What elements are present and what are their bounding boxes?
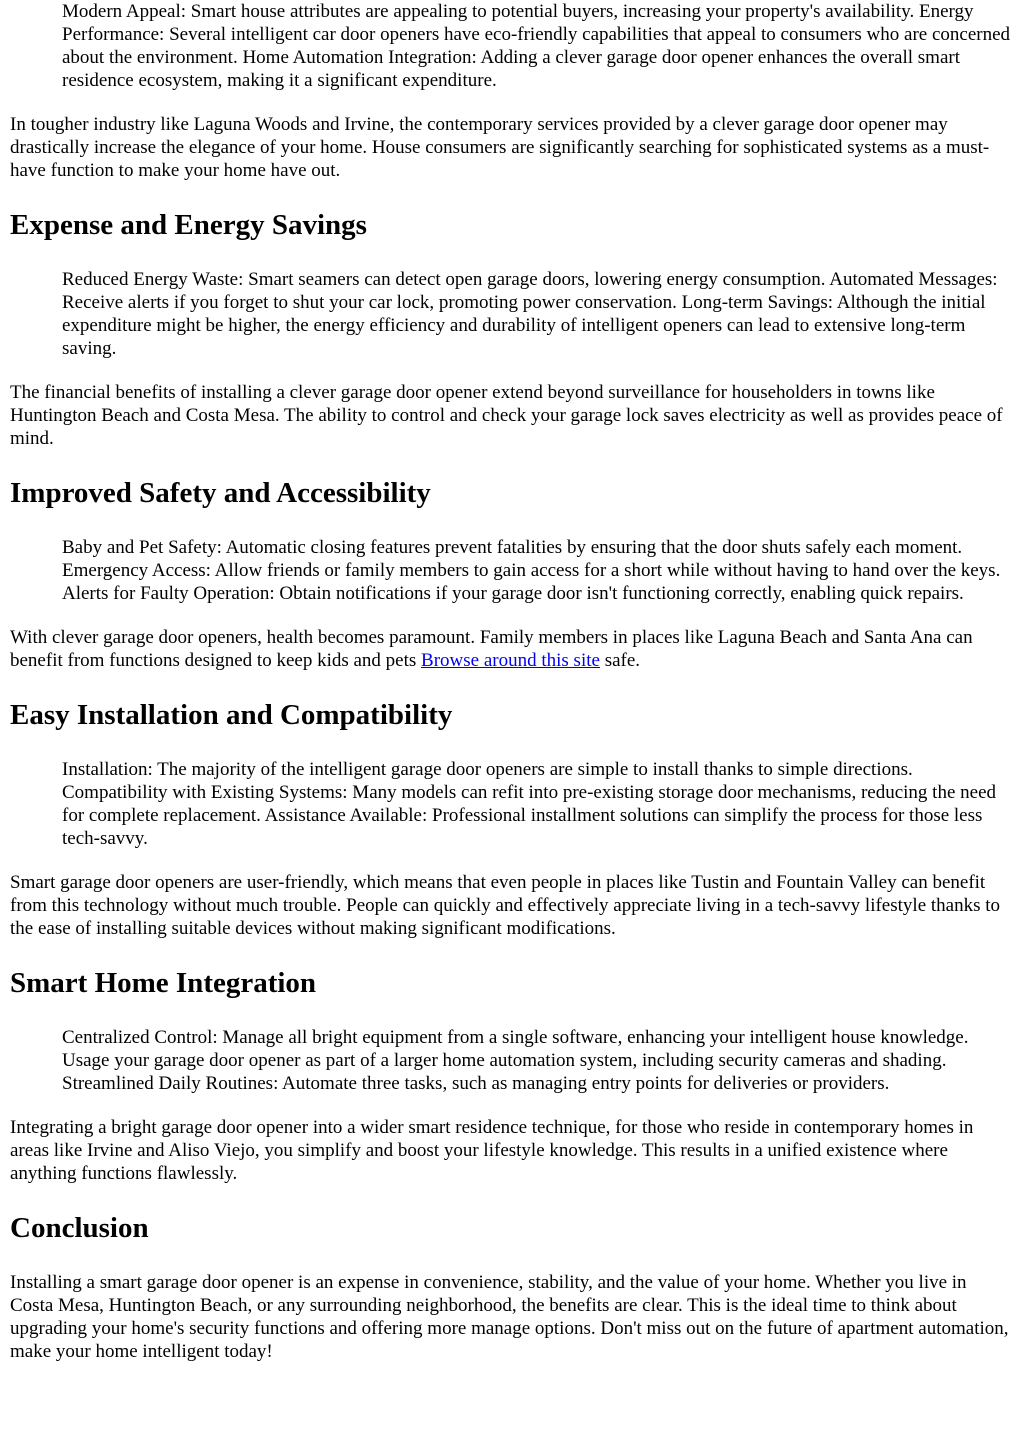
expense-paragraph: The financial benefits of installing a clever garage door opener extend beyond surveillance for householders in towns like Huntington Beach and Costa Mesa. The ability to control and check your garage lock saves electricity as well as provides peace of mind.: [10, 382, 1003, 449]
smarthome-paragraph: Integrating a bright garage door opener into a wider smart residence technique, for those who reside in contemporary homes in areas like Irvine and Aliso Viejo, you simplify and boost your lifestyle knowledge. This results in a unified existence where anything functions flawlessly.: [10, 1117, 974, 1184]
browse-site-link[interactable]: Browse around this site: [421, 650, 600, 671]
heading-safety-accessibility: Improved Safety and Accessibility: [10, 477, 431, 509]
installation-quote: Installation: The majority of the intelligent garage door openers are simple to install thanks to simple directions. Compatibility with Existing Systems: Many models can refit into pre-existing storage door mechanisms, reducing the need for complete replacement. Assistance Available: Professional installment solutions can simplify the process for those less tech-savvy.: [62, 759, 996, 849]
safety-quote: Baby and Pet Safety: Automatic closing features prevent fatalities by ensuring that the door shuts safely each moment. Emergency Access: Allow friends or family members to gain access for a short while without having to hand over the keys. Alerts for Faulty Operation: Obtain notifications if your garage door isn't functioning correctly, enabling quick repairs.: [62, 537, 1001, 604]
expense-quote: Reduced Energy Waste: Smart seamers can detect open garage doors, lowering energy consumption. Automated Messages: Receive alerts if you forget to shut your car lock, promoting power conservation. Long-term Savings: Although the initial expenditure might be higher, the energy efficiency and durability of intelligent openers can lead to extensive long-term saving.: [62, 269, 998, 359]
heading-expense-energy-savings: Expense and Energy Savings: [10, 209, 367, 241]
safety-paragraph-tail: safe.: [599, 650, 641, 671]
safety-paragraph-text: With clever garage door openers, health becomes paramount. Family members in places like Laguna Beach and Santa Ana can benefit from functions designed to keep kids and pets: [10, 627, 973, 671]
safety-paragraph: [10, 626, 1014, 672]
installation-paragraph: Smart garage door openers are user-friendly, which means that even people in places like Tustin and Fountain Valley can benefit from this technology without much trouble. People can quickly and effectively appreciate living in a tech-savvy lifestyle thanks to the ease of installing suitable devices without making significant modifications.: [10, 872, 1001, 939]
conclusion-paragraph: Installing a smart garage door opener is an expense in convenience, stability, and the value of your home. Whether you live in Costa Mesa, Huntington Beach, or any surrounding neighborhood, the benefits are clear. This is the ideal time to think about upgrading your home's security functions and offering more manage options. Don't miss out on the future of apartment automation, make your home intelligent today!: [10, 1272, 1009, 1362]
intro-paragraph: In tougher industry like Laguna Woods and Irvine, the contemporary services provided by a clever garage door opener may drastically increase the elegance of your home. House consumers are significantly searching for sophisticated systems as a must-have function to make your home have out.: [10, 114, 990, 181]
intro-quote: Modern Appeal: Smart house attributes are appealing to potential buyers, increasing your property's availability. Energy Performance: Several intelligent car door openers have eco-friendly capabilities that appeal to consumers who are concerned about the environment. Home Automation Integration: Adding a clever garage door opener enhances the overall smart residence ecosystem, making it a significant expenditure.: [62, 1, 1011, 91]
heading-conclusion: Conclusion: [10, 1212, 149, 1244]
heading-installation-compatibility: Easy Installation and Compatibility: [10, 699, 453, 731]
smarthome-quote: Centralized Control: Manage all bright equipment from a single software, enhancing your intelligent house knowledge. Usage your garage door opener as part of a larger home automation system, including security cameras and shading. Streamlined Daily Routines: Automate three tasks, such as managing entry points for deliveries or providers.: [62, 1027, 969, 1094]
heading-smart-home-integration: Smart Home Integration: [10, 967, 317, 999]
